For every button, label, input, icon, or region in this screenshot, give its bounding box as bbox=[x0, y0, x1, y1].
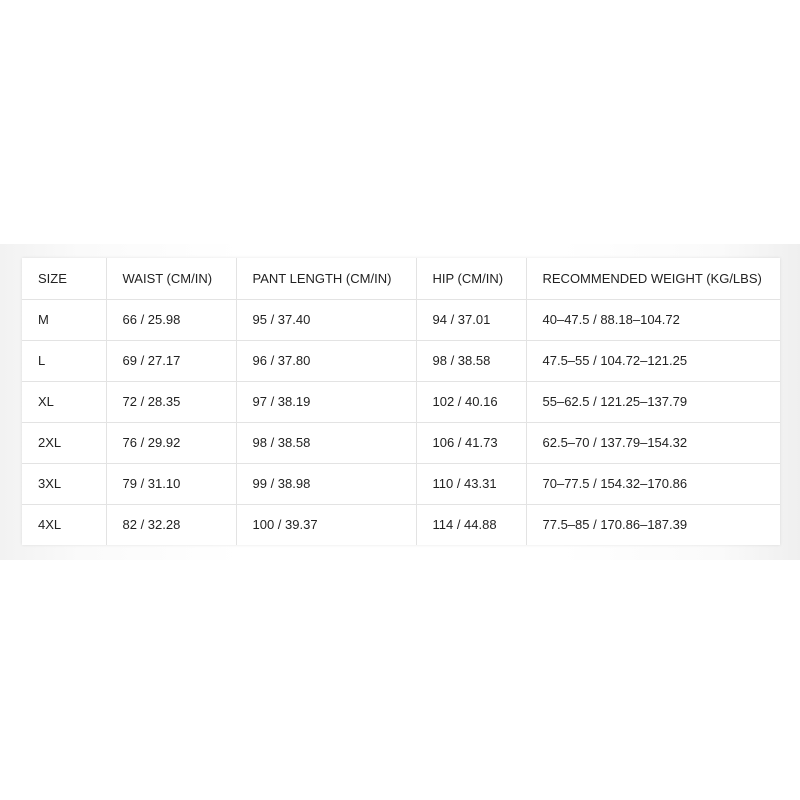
cell-recommended-weight: 70–77.5 / 154.32–170.86 bbox=[526, 463, 780, 504]
cell-hip: 98 / 38.58 bbox=[416, 340, 526, 381]
cell-size: 3XL bbox=[22, 463, 106, 504]
cell-waist: 66 / 25.98 bbox=[106, 299, 236, 340]
cell-recommended-weight: 55–62.5 / 121.25–137.79 bbox=[526, 381, 780, 422]
cell-pant-length: 100 / 39.37 bbox=[236, 504, 416, 545]
table-row bbox=[22, 299, 780, 340]
table-row bbox=[22, 340, 780, 381]
header-waist: WAIST (CM/IN) bbox=[106, 258, 236, 299]
cell-recommended-weight: 47.5–55 / 104.72–121.25 bbox=[526, 340, 780, 381]
cell-hip: 114 / 44.88 bbox=[416, 504, 526, 545]
cell-hip: 106 / 41.73 bbox=[416, 422, 526, 463]
table-row bbox=[22, 381, 780, 422]
cell-hip: 110 / 43.31 bbox=[416, 463, 526, 504]
cell-pant-length: 96 / 37.80 bbox=[236, 340, 416, 381]
cell-size: 2XL bbox=[22, 422, 106, 463]
header-recommended-weight: RECOMMENDED WEIGHT (KG/LBS) bbox=[526, 258, 780, 299]
cell-pant-length: 98 / 38.58 bbox=[236, 422, 416, 463]
cell-recommended-weight: 62.5–70 / 137.79–154.32 bbox=[526, 422, 780, 463]
cell-size: M bbox=[22, 299, 106, 340]
header-size: SIZE bbox=[22, 258, 106, 299]
cell-waist: 72 / 28.35 bbox=[106, 381, 236, 422]
table-header-row bbox=[22, 258, 780, 299]
cell-recommended-weight: 77.5–85 / 170.86–187.39 bbox=[542, 517, 688, 533]
cell-waist: 69 / 27.17 bbox=[106, 340, 236, 381]
cell-size: L bbox=[22, 340, 106, 381]
cell-waist: 79 / 31.10 bbox=[106, 463, 236, 504]
cell-pant-length: 99 / 38.98 bbox=[236, 463, 416, 504]
table-row bbox=[22, 504, 780, 545]
table-row bbox=[22, 463, 780, 504]
cell-size: 4XL bbox=[22, 504, 106, 545]
header-pant-length: PANT LENGTH (CM/IN) bbox=[236, 258, 416, 299]
header-hip: HIP (CM/IN) bbox=[416, 258, 526, 299]
cell-pant-length: 95 / 37.40 bbox=[236, 299, 416, 340]
cell-hip: 94 / 37.01 bbox=[416, 299, 526, 340]
size-chart-table bbox=[22, 258, 780, 545]
table-row bbox=[22, 422, 780, 463]
cell-pant-length: 97 / 38.19 bbox=[236, 381, 416, 422]
cell-recommended-weight: 40–47.5 / 88.18–104.72 bbox=[526, 299, 780, 340]
cell-size: XL bbox=[22, 381, 106, 422]
cell-waist: 82 / 32.28 bbox=[106, 504, 236, 545]
cell-waist: 76 / 29.92 bbox=[106, 422, 236, 463]
cell-hip: 102 / 40.16 bbox=[416, 381, 526, 422]
